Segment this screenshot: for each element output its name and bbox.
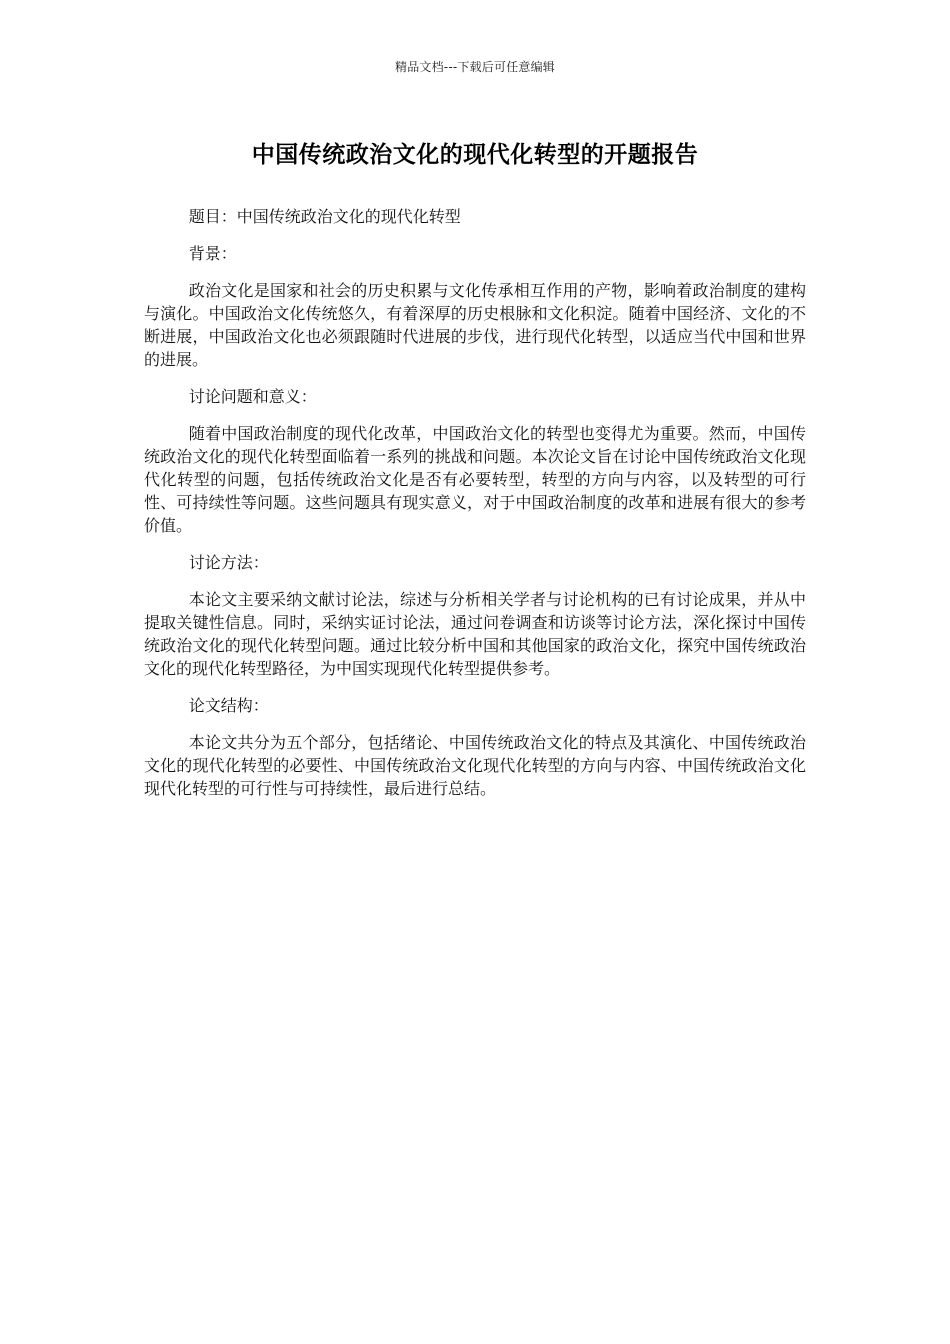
section-heading-problem: 讨论问题和意义：: [188, 387, 317, 406]
section-body-problem: 随着中国政治制度的现代化改革，中国政治文化的转型也变得尤为重要。然而，中国传统政治文化的现代化转型面临着一系列的挑战和问题。本次论文旨在讨论中国传统政治文化现代化转型的问题，包括传统政治文化是否有必要转型，转型的方向与内容，以及转型的可行性、可持续性等问题。这些问题具有现实意义，对于中国政治制度的改革和进展有很大的参考价值。: [144, 424, 806, 535]
document-title: 中国传统政治文化的现代化转型的开题报告: [251, 142, 699, 168]
section-body-background: 政治文化是国家和社会的历史积累与文化传承相互作用的产物，影响着政治制度的建构与演化。中国政治文化传统悠久，有着深厚的历史根脉和文化积淀。随着中国经济、文化的不断进展，中国政治文化也必须跟随时代进展的步伐，进行现代化转型，以适应当代中国和世界的进展。: [144, 281, 806, 369]
header-note: 精品文档---下载后可任意编辑: [395, 60, 555, 74]
topic-line: 题目：中国传统政治文化的现代化转型: [188, 207, 461, 226]
section-heading-structure: 论文结构：: [188, 696, 269, 715]
section-body-method: 本论文主要采纳文献讨论法，综述与分析相关学者与讨论机构的已有讨论成果，并从中提取关键性信息。同时，采纳实证讨论法，通过问卷调查和访谈等讨论方法，深化探讨中国传统政治文化的现代化转型问题。通过比较分析中国和其他国家的政治文化，探究中国传统政治文化的现代化转型路径，为中国实现现代化转型提供参考。: [144, 590, 806, 678]
section-body-structure: 本论文共分为五个部分，包括绪论、中国传统政治文化的特点及其演化、中国传统政治文化的现代化转型的必要性、中国传统政治文化现代化转型的方向与内容、中国传统政治文化现代化转型的可行性与可持续性，最后进行总结。: [144, 733, 806, 798]
document-body: [144, 205, 806, 814]
section-heading-background: 背景：: [188, 244, 237, 263]
section-heading-method: 讨论方法：: [188, 553, 269, 572]
